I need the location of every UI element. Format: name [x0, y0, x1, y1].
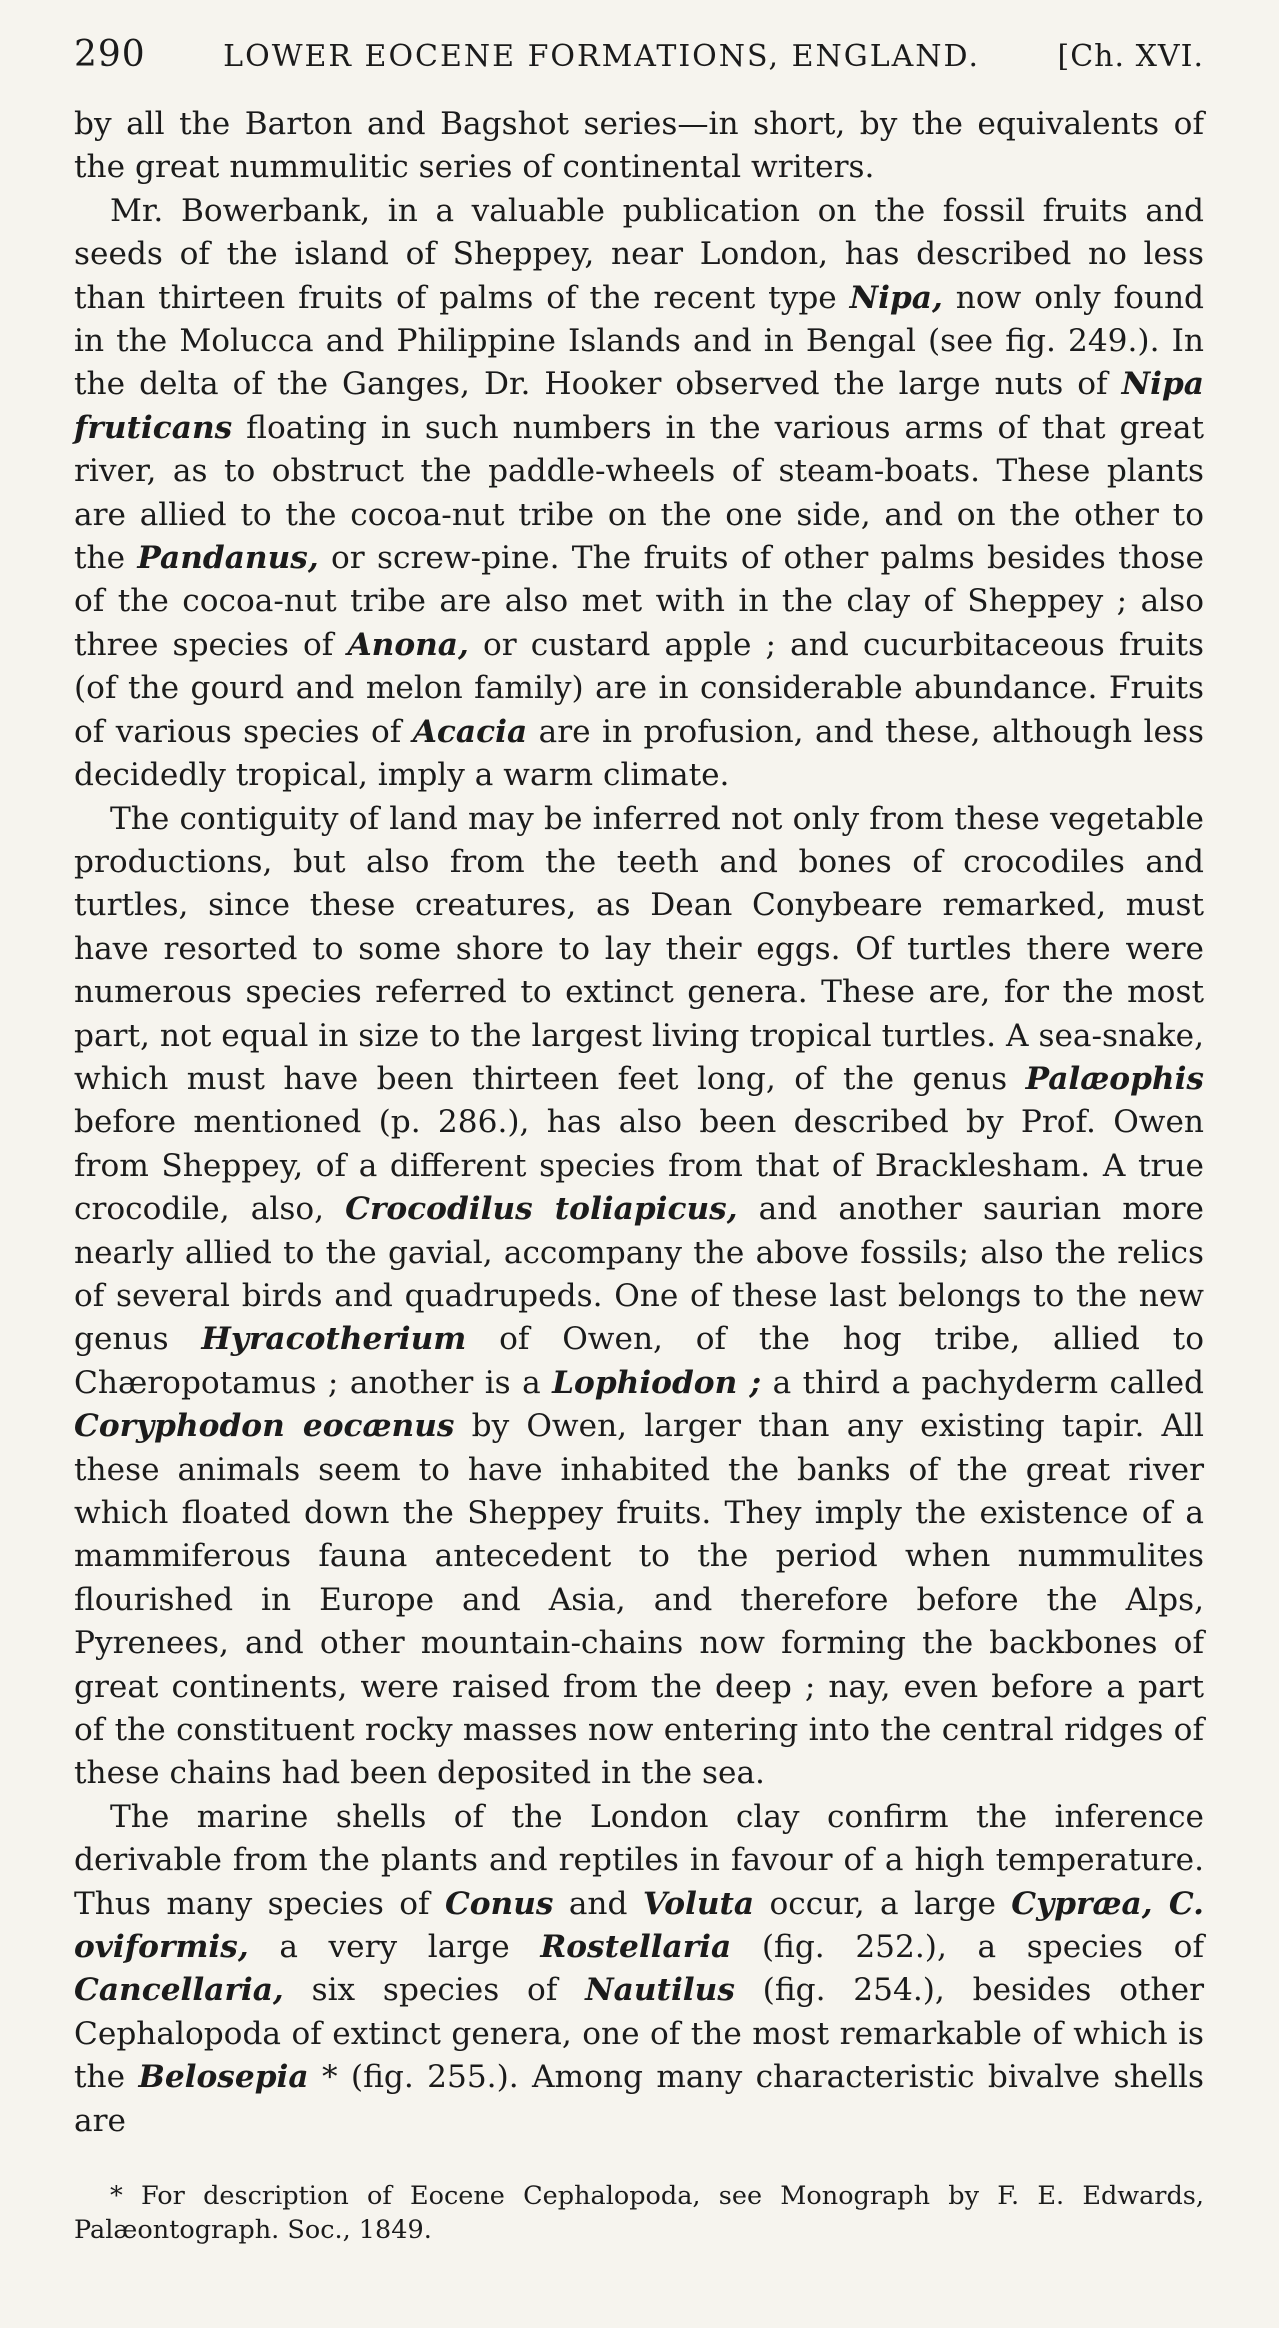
footnote: * For description of Eocene Cephalopoda, see Monograph by F. E. Edwards, Palæontograph. Soc., 1849.: [74, 2181, 1204, 2246]
text-run: The marine shells of the London clay confirm the inference derivable from the plants and reptiles in favour of a high temperature. Thus many species of: [74, 1798, 1204, 1922]
italic-term: Cancellaria,: [74, 1972, 284, 2009]
italic-term: Nipa,: [849, 279, 943, 316]
italic-term: Coryphodon eocænus: [74, 1408, 455, 1445]
italic-term: Belosepia: [138, 2059, 309, 2096]
text-run: (fig. 252.), a species of: [731, 1929, 1204, 1966]
text-run: six species of: [283, 1972, 586, 2009]
page-body: [74, 103, 1204, 2143]
text-run: a very large: [248, 1929, 541, 1966]
paragraph: [74, 103, 1204, 190]
text-run: or screw-pine. The fruits of other palms besides those of the cocoa-nut tribe are also met with in the clay of Sheppey ; also three species of: [74, 540, 1204, 663]
text-run: by all the Barton and Bagshot series—in short, by the equivalents of the great nummulitic series of continental writers.: [74, 106, 1204, 186]
italic-term: Lophiodon ;: [552, 1364, 762, 1401]
italic-term: Pandanus,: [137, 540, 319, 577]
text-run: by Owen, larger than any existing tapir. All these animals seem to have inhabited the banks of the great river which floated down the Sheppey fruits. They imply the existence of a mammiferous fauna antecedent to the period when nummulites flourished in Europe and Asia, and therefore before the Alps, Pyrenees, and other mountain-chains now forming the backbones of great continents, were raised from the deep ; nay, even before a part of the constituent rocky masses now entering into the central ridges of these chains had been deposited in the sea.: [74, 1408, 1204, 1792]
text-run: occur, a large: [754, 1885, 1012, 1922]
italic-term: Acacia: [412, 713, 528, 750]
chapter-label: [Ch. XVI.: [1057, 39, 1204, 74]
text-run: are in profusion, and these, although less decidedly tropical, imply a warm climate.: [74, 713, 1204, 794]
italic-term: Crocodilus toliapicus,: [345, 1191, 738, 1228]
running-header: [74, 34, 1204, 75]
paragraph: [74, 798, 1204, 1796]
text-run: before mentioned (p. 286.), has also been described by Prof. Owen from Sheppey, of a different species from that of Bracklesham. A true crocodile, also,: [74, 1104, 1204, 1228]
text-run: Mr. Bowerbank, in a valuable publication on the fossil fruits and seeds of the island of Sheppey, near London, has described no less than thirteen fruits of palms of the recent type: [74, 192, 1204, 316]
italic-term: Anona,: [347, 626, 469, 663]
paragraph: [74, 190, 1204, 798]
italic-term: Rostellaria: [540, 1929, 732, 1966]
italic-term: Nautilus: [585, 1972, 735, 2009]
text-run: floating in such numbers in the various arms of that great river, as to obstruct the paddle-wheels of steam-boats. These plants are allied to the cocoa-nut tribe on the one side, and on the other to the: [74, 409, 1204, 577]
italic-term: Palæophis: [1025, 1060, 1204, 1097]
running-title: LOWER EOCENE FORMATIONS, ENGLAND.: [223, 39, 981, 74]
text-run: and: [553, 1885, 643, 1922]
paragraph: [74, 1796, 1204, 2143]
text-run: a third a pachyderm called: [761, 1364, 1204, 1401]
text-run: The contiguity of land may be inferred not only from these vegetable productions, but also from the teeth and bones of crocodiles and turtles, since these creatures, as Dean Conybeare remarked, must have resorted to some shore to lay their eggs. Of turtles there were numerous species referred to extinct genera. These are, for the most part, not equal in size to the largest living tropical turtles. A sea-snake, which must have been thirteen feet long, of the genus: [74, 800, 1204, 1097]
italic-term: Conus: [444, 1885, 554, 1922]
text-run: (fig. 254.), besides other Cephalopoda of extinct genera, one of the most remarkable of which is the: [74, 1972, 1204, 2096]
text-run: or custard apple ; and cucurbitaceous fruits (of the gourd and melon family) are in considerable abundance. Fruits of various species of: [74, 626, 1204, 750]
book-page: [74, 34, 1204, 2247]
italic-term: Voluta: [642, 1885, 755, 1922]
text-run: and another saurian more nearly allied to the gavial, accompany the above fossils; also the relics of several birds and quadrupeds. One of these last belongs to the new genus: [74, 1191, 1204, 1358]
italic-term: Cypræa, C. oviformis,: [74, 1885, 1205, 1966]
text-run: of Owen, of the hog tribe, allied to Chæropotamus ; another is a: [74, 1321, 1204, 1401]
text-run: now only found in the Molucca and Philippine Islands and in Bengal (see fig. 249.). In the delta of the Ganges, Dr. Hooker observed the large nuts of: [74, 279, 1204, 403]
text-run: * (fig. 255.). Among many characteristic bivalve shells are: [74, 2059, 1204, 2139]
page-number: 290: [74, 34, 146, 75]
italic-term: Hyracotherium: [201, 1321, 467, 1358]
italic-term: Nipa fruticans: [74, 366, 1204, 446]
